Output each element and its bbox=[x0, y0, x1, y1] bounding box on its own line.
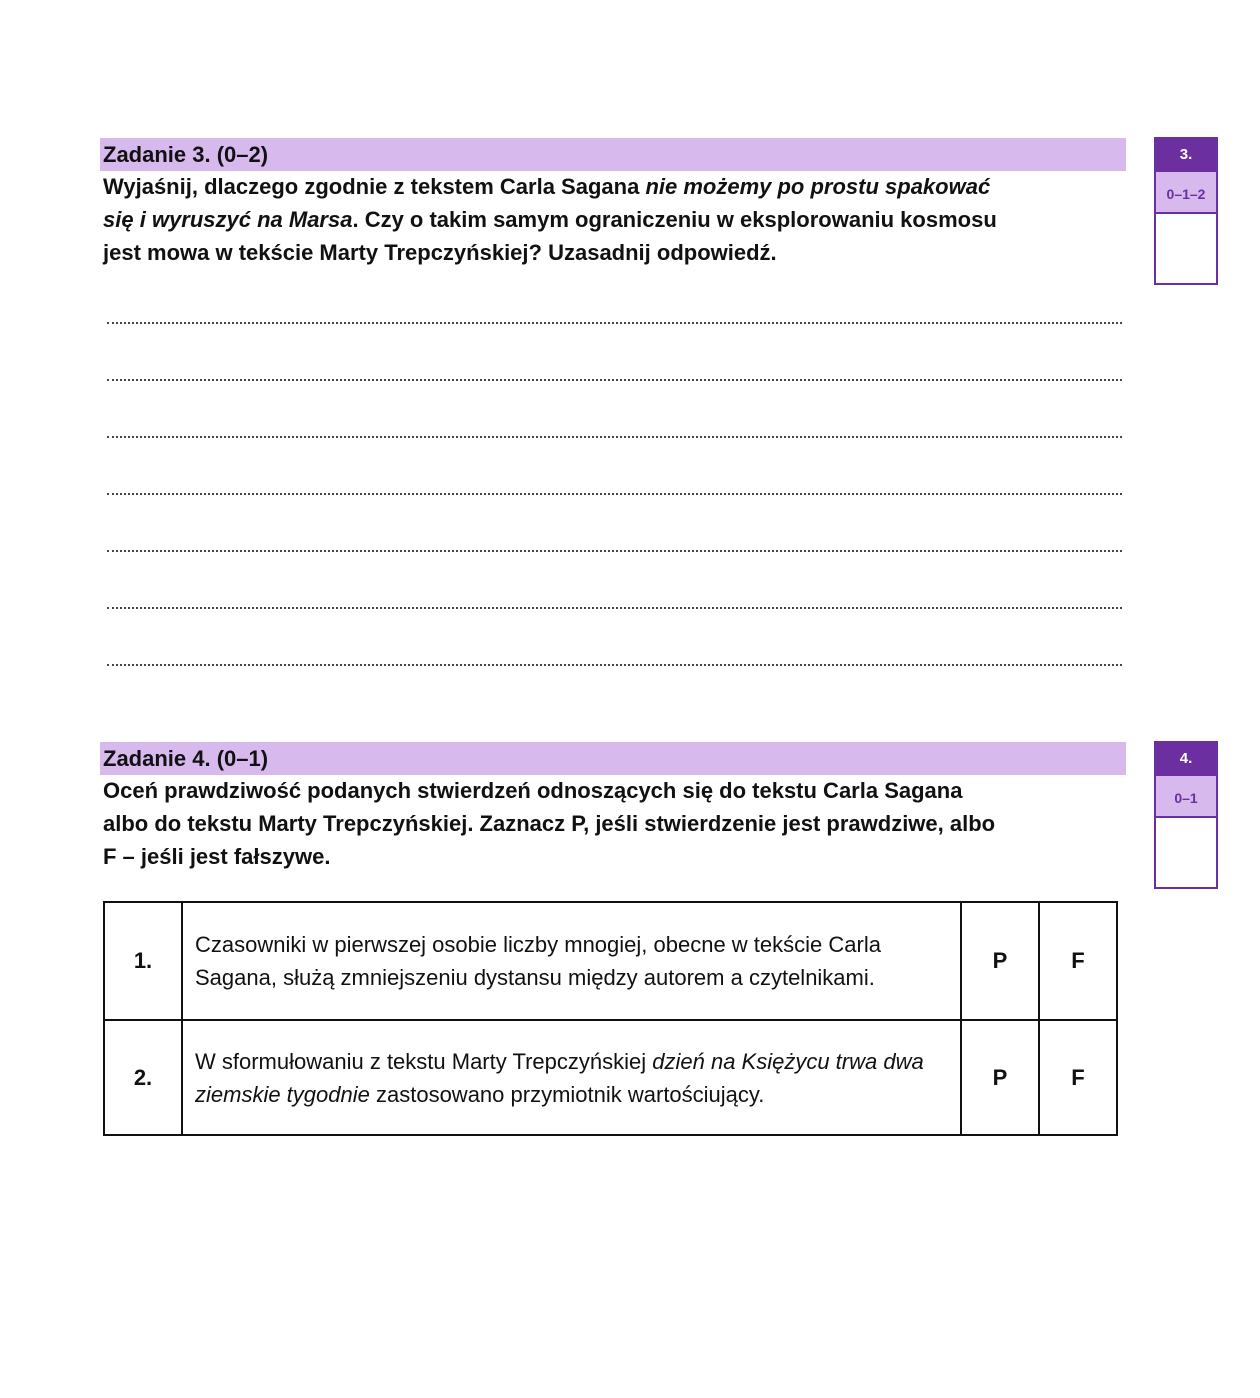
text: albo do tekstu Marty Trepczyńskiej. Zaznacz P, jeśli stwierdzenie jest prawdziwe, albo bbox=[103, 811, 996, 836]
text: Wyjaśnij, dlaczego zgodnie z tekstem Carla Sagana bbox=[103, 174, 646, 199]
text: F – jeśli jest fałszywe. bbox=[103, 844, 331, 869]
task4-score-points: 0–1 bbox=[1156, 774, 1216, 818]
text-italic: dzień na Księżycu trwa dwa ziemskie tygodnie bbox=[195, 1048, 924, 1107]
text: W sformułowaniu z tekstu Marty Trepczyńskiej bbox=[195, 1048, 653, 1074]
task4-score-number: 4. bbox=[1156, 743, 1216, 774]
statement: Czasowniki w pierwszej osobie liczby mnogiej, obecne w tekście Carla Sagana, służą zmniejszeniu dystansu między autorem a czytelnikami. bbox=[182, 902, 961, 1020]
option-p[interactable]: P bbox=[961, 1020, 1039, 1135]
true-false-table bbox=[103, 901, 1118, 1136]
task3-title: Zadanie 3. (0–2) bbox=[100, 138, 1126, 171]
task3-score-box bbox=[1154, 137, 1218, 285]
task3-score-points: 0–1–2 bbox=[1156, 170, 1216, 214]
answer-line[interactable] bbox=[107, 493, 1122, 495]
text: . Czy o takim samym ograniczeniu w eksplorowaniu kosmosu bbox=[352, 207, 997, 232]
option-f[interactable]: F bbox=[1039, 902, 1117, 1020]
table-row bbox=[104, 902, 1117, 1020]
answer-line[interactable] bbox=[107, 436, 1122, 438]
answer-line[interactable] bbox=[107, 607, 1122, 609]
text: Oceń prawdziwość podanych stwierdzeń odnoszących się do tekstu Carla Sagana bbox=[103, 778, 963, 803]
text-italic: nie możemy po prostu spakować bbox=[645, 174, 991, 199]
task3-question bbox=[103, 170, 1123, 269]
task4-title: Zadanie 4. (0–1) bbox=[100, 742, 1126, 775]
text: jest mowa w tekście Marty Trepczyńskiej? Uzasadnij odpowiedź. bbox=[103, 240, 777, 265]
table-row bbox=[104, 1020, 1117, 1135]
task4-score-box bbox=[1154, 741, 1218, 889]
text-italic: się i wyruszyć na Marsa bbox=[103, 207, 353, 232]
row-number: 1. bbox=[104, 902, 182, 1020]
row-number: 2. bbox=[104, 1020, 182, 1135]
option-p[interactable]: P bbox=[961, 902, 1039, 1020]
answer-line[interactable] bbox=[107, 379, 1122, 381]
task3-score-number: 3. bbox=[1156, 139, 1216, 170]
task4-question bbox=[103, 774, 1123, 873]
statement bbox=[182, 1020, 961, 1135]
answer-line[interactable] bbox=[107, 550, 1122, 552]
text: zastosowano przymiotnik wartościujący. bbox=[369, 1081, 765, 1107]
option-f[interactable]: F bbox=[1039, 1020, 1117, 1135]
answer-line[interactable] bbox=[107, 322, 1122, 324]
answer-line[interactable] bbox=[107, 664, 1122, 666]
